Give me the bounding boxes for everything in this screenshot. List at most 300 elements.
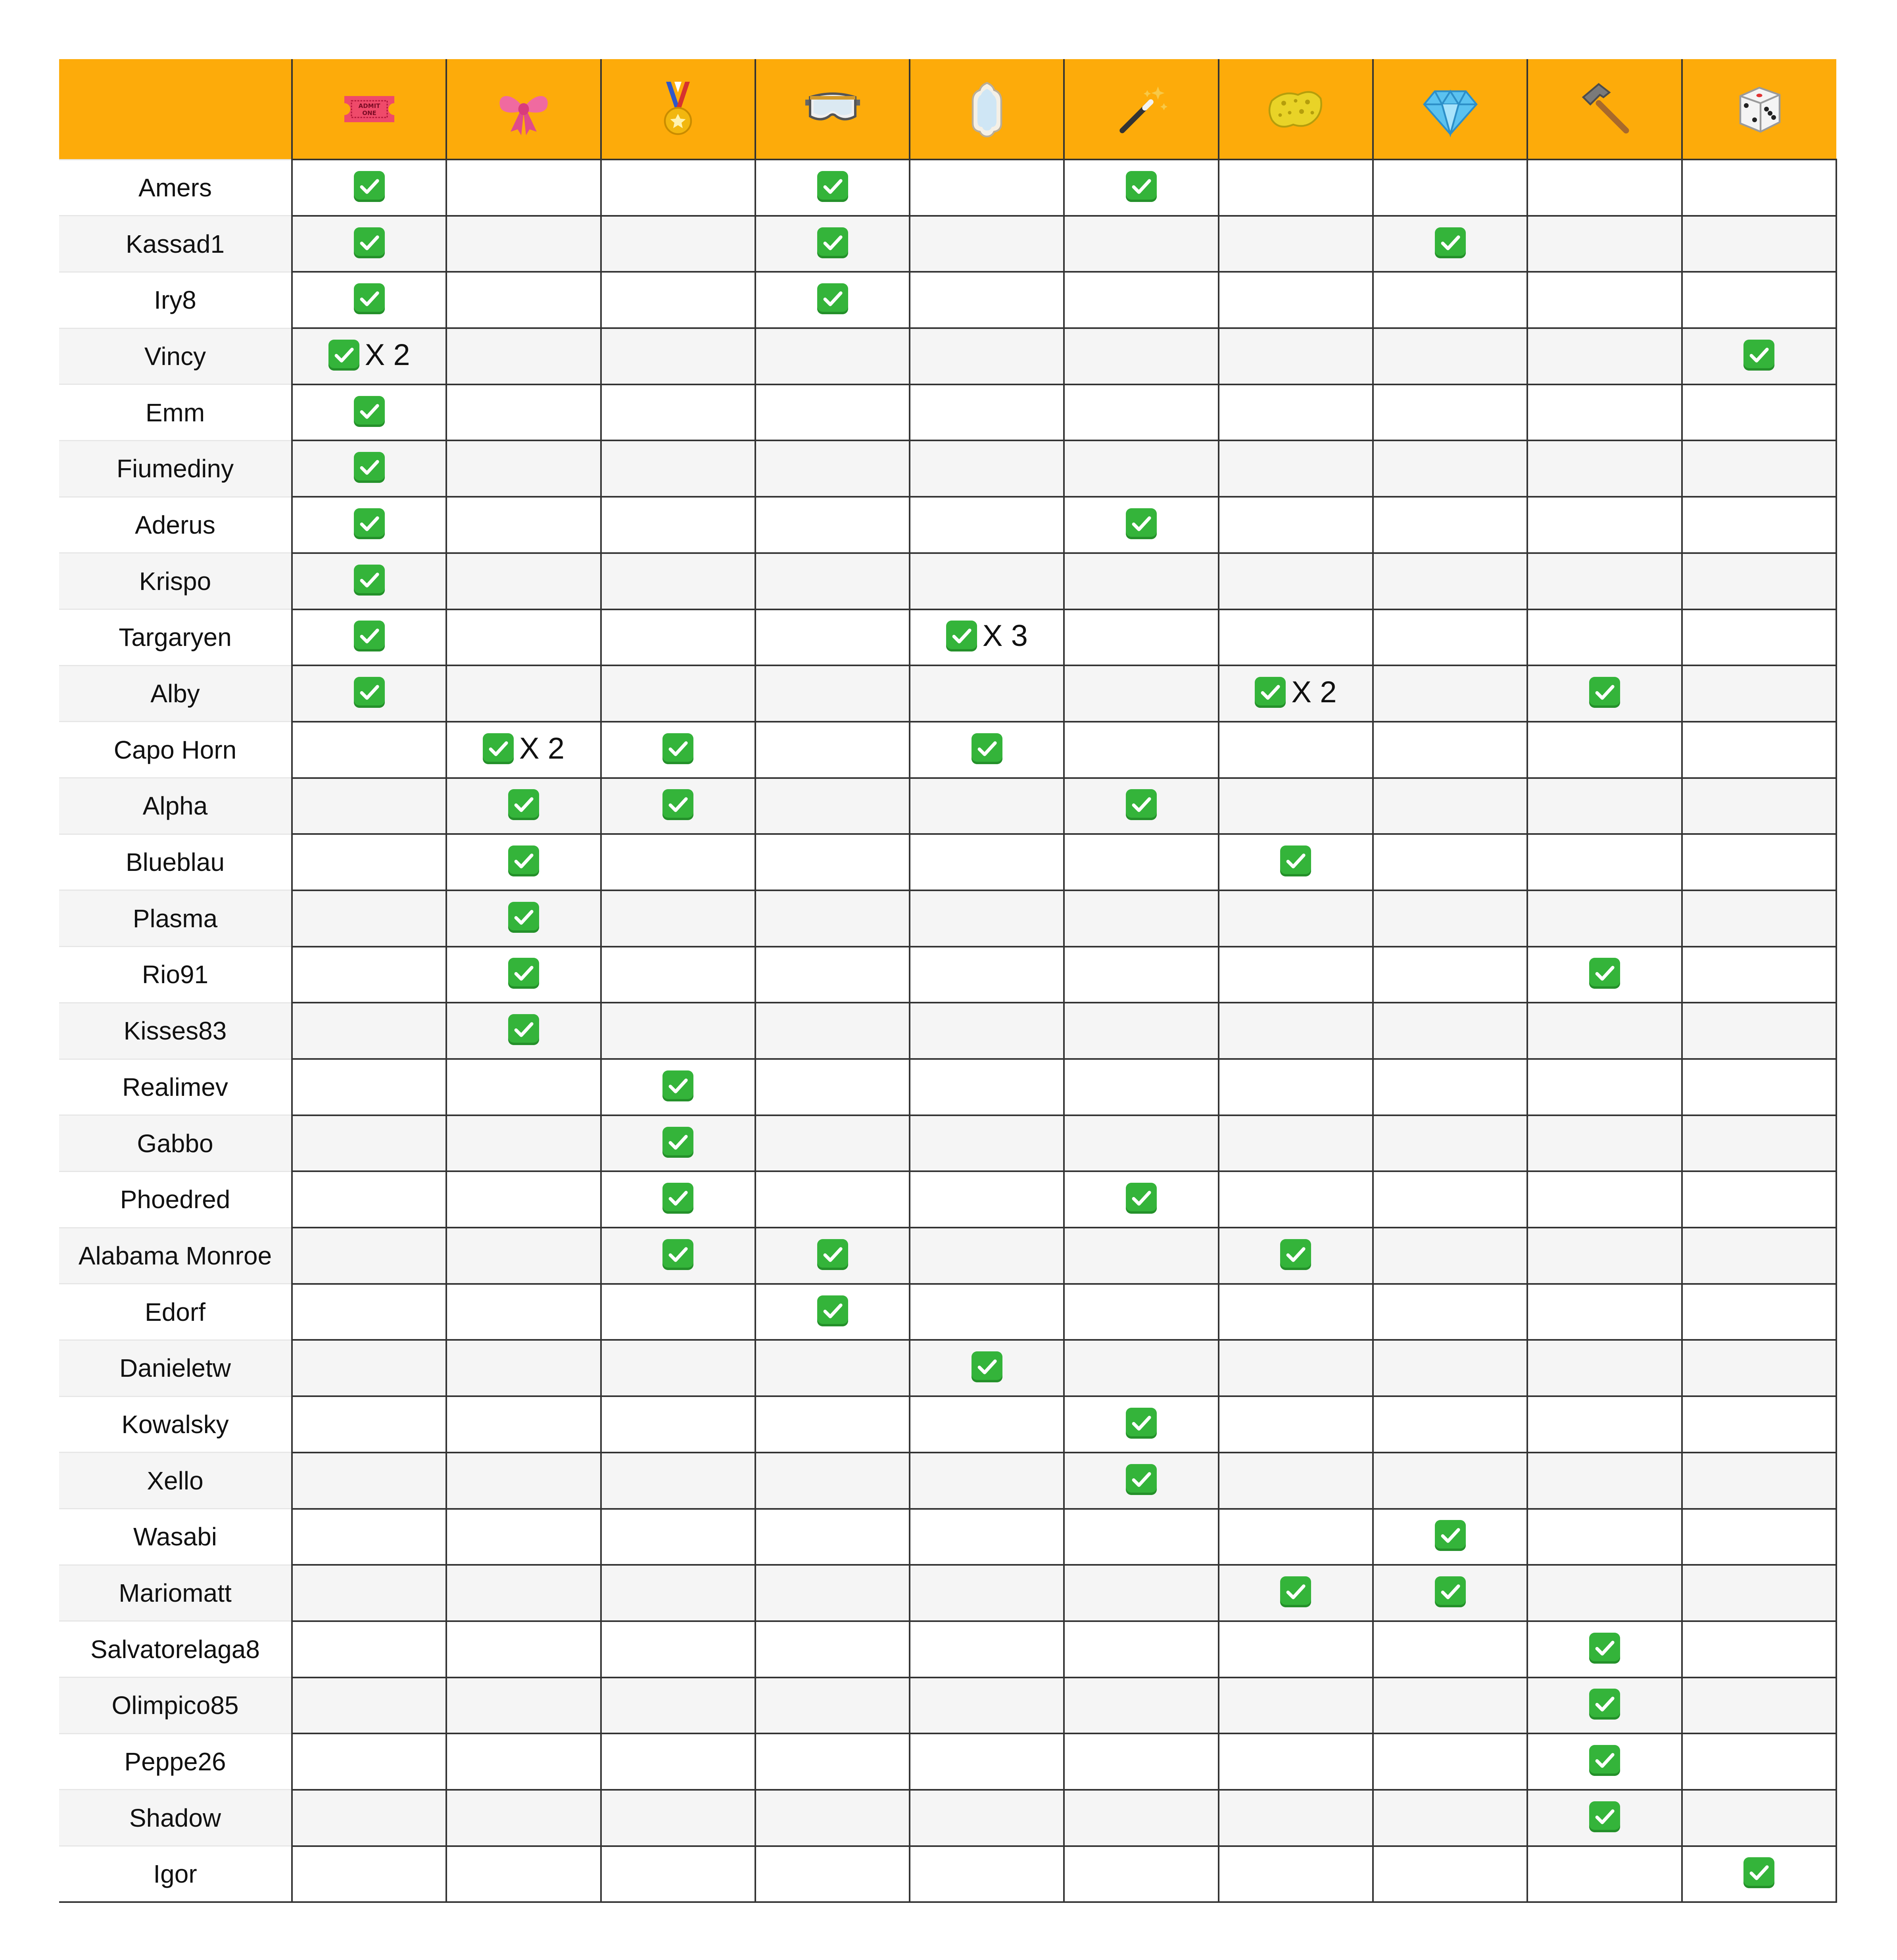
player-name: Targaryen — [59, 609, 292, 666]
mark — [354, 227, 385, 258]
item-cell — [1219, 1621, 1373, 1678]
player-name: Aderus — [59, 497, 292, 553]
item-cell — [601, 1171, 755, 1228]
item-cell — [1064, 328, 1218, 384]
item-cell — [292, 1284, 446, 1340]
item-cell — [755, 272, 910, 328]
item-cell — [1682, 553, 1836, 609]
item-cell — [601, 947, 755, 1003]
item-cell — [910, 384, 1064, 441]
item-cell — [292, 1733, 446, 1790]
item-cell — [1373, 1453, 1527, 1509]
item-cell — [755, 1509, 910, 1565]
item-cell — [1373, 834, 1527, 890]
item-cell — [446, 947, 601, 1003]
item-cell — [292, 328, 446, 384]
item-cell — [755, 722, 910, 778]
item-cell — [601, 1059, 755, 1115]
item-cell — [1527, 1115, 1682, 1172]
item-cell — [1219, 665, 1373, 722]
item-cell — [1064, 1003, 1218, 1059]
mark — [1435, 1520, 1466, 1551]
item-cell — [1064, 1284, 1218, 1340]
item-cell — [1682, 665, 1836, 722]
item-cell — [1373, 609, 1527, 666]
item-cell — [1527, 834, 1682, 890]
item-cell — [1682, 216, 1836, 272]
table-row — [59, 1565, 1836, 1621]
mark — [817, 171, 848, 202]
table-row — [59, 609, 1836, 666]
check-mark-icon — [662, 733, 693, 764]
check-mark-icon — [1280, 1239, 1311, 1270]
table-row — [59, 1059, 1836, 1115]
item-cell — [1373, 1565, 1527, 1621]
item-cell — [601, 497, 755, 553]
item-cell — [1527, 216, 1682, 272]
item-cell — [1219, 1115, 1373, 1172]
item-cell — [292, 778, 446, 834]
item-cell — [910, 1340, 1064, 1396]
mark — [354, 452, 385, 483]
item-cell — [1373, 890, 1527, 947]
item-cell — [910, 440, 1064, 497]
item-cell — [1219, 1284, 1373, 1340]
check-mark-icon — [1589, 958, 1620, 989]
item-cell — [1373, 1171, 1527, 1228]
item-cell — [446, 1171, 601, 1228]
grid — [59, 59, 1837, 1903]
item-cell — [601, 722, 755, 778]
item-cell — [1373, 328, 1527, 384]
mark — [508, 958, 539, 989]
col-head-magic-wand — [1064, 59, 1218, 159]
check-mark-icon — [508, 958, 539, 989]
player-name: Amers — [59, 159, 292, 216]
item-cell — [1682, 1059, 1836, 1115]
item-cell — [1064, 1171, 1218, 1228]
mark — [662, 1070, 693, 1101]
item-cell — [910, 328, 1064, 384]
mark — [1126, 1464, 1157, 1495]
mark-label: X 3 — [982, 619, 1028, 653]
item-cell — [1682, 722, 1836, 778]
player-name: Danieletw — [59, 1340, 292, 1396]
check-mark-icon — [483, 733, 514, 764]
item-cell — [446, 1733, 601, 1790]
col-head-gem — [1373, 59, 1527, 159]
check-mark-icon — [1126, 171, 1157, 202]
item-cell — [910, 1678, 1064, 1734]
player-name: Edorf — [59, 1284, 292, 1340]
item-cell — [1064, 778, 1218, 834]
item-cell — [1064, 272, 1218, 328]
item-cell — [1682, 1115, 1836, 1172]
check-mark-icon — [1126, 1464, 1157, 1495]
mark — [354, 396, 385, 427]
item-cell — [1527, 440, 1682, 497]
item-cell — [446, 778, 601, 834]
item-cell — [1682, 834, 1836, 890]
check-mark-icon — [972, 1351, 1002, 1382]
item-cell — [1219, 1059, 1373, 1115]
item-cell — [1219, 947, 1373, 1003]
item-cell — [601, 609, 755, 666]
item-cell — [292, 440, 446, 497]
col-head-goggles — [755, 59, 910, 159]
item-cell — [1373, 216, 1527, 272]
item-cell — [601, 1115, 755, 1172]
item-cell — [910, 497, 1064, 553]
check-mark-icon — [354, 283, 385, 314]
item-cell — [1682, 1678, 1836, 1734]
check-mark-icon — [508, 789, 539, 820]
item-cell — [910, 216, 1064, 272]
item-cell — [292, 1003, 446, 1059]
item-cell — [1219, 609, 1373, 666]
mark — [662, 733, 693, 764]
item-cell — [1219, 1846, 1373, 1902]
ticket-text-bottom: ONE — [362, 109, 376, 117]
item-cell — [1064, 1228, 1218, 1284]
mark — [1126, 1183, 1157, 1214]
item-cell — [1219, 497, 1373, 553]
col-head-ticket — [292, 59, 446, 159]
item-cell — [755, 1678, 910, 1734]
item-cell — [910, 553, 1064, 609]
item-cell — [1527, 890, 1682, 947]
item-cell — [446, 272, 601, 328]
item-cell — [292, 1565, 446, 1621]
item-cell — [601, 1621, 755, 1678]
item-cell — [1373, 665, 1527, 722]
item-cell — [910, 778, 1064, 834]
item-cell — [292, 1678, 446, 1734]
item-cell — [1219, 890, 1373, 947]
check-mark-icon — [354, 452, 385, 483]
item-cell — [1219, 440, 1373, 497]
item-cell — [910, 834, 1064, 890]
col-head-sponge — [1219, 59, 1373, 159]
check-mark-icon — [1255, 677, 1286, 708]
table-row — [59, 722, 1836, 778]
item-cell — [1527, 722, 1682, 778]
player-name: Alby — [59, 665, 292, 722]
mark — [1126, 508, 1157, 539]
player-name: Kassad1 — [59, 216, 292, 272]
player-name: Shadow — [59, 1790, 292, 1846]
mark — [817, 283, 848, 314]
check-mark-icon — [1589, 1745, 1620, 1776]
mark — [508, 1014, 539, 1045]
item-cell — [292, 665, 446, 722]
check-mark-icon — [817, 283, 848, 314]
item-cell — [1373, 553, 1527, 609]
magic-wand-icon — [1112, 79, 1171, 139]
item-cell — [1373, 1621, 1527, 1678]
item-cell — [1064, 1396, 1218, 1453]
table-row — [59, 947, 1836, 1003]
item-cell — [1682, 1003, 1836, 1059]
table-row — [59, 1733, 1836, 1790]
mark — [946, 621, 1028, 651]
item-cell — [1064, 1565, 1218, 1621]
player-name: Emm — [59, 384, 292, 441]
item-cell — [446, 1396, 601, 1453]
medal-icon — [648, 79, 708, 139]
item-cell — [1682, 1733, 1836, 1790]
item-cell — [755, 1621, 910, 1678]
item-cell — [1219, 553, 1373, 609]
item-cell — [755, 609, 910, 666]
table-row — [59, 1453, 1836, 1509]
item-cell — [1064, 384, 1218, 441]
mark — [354, 677, 385, 708]
item-cell — [601, 834, 755, 890]
item-cell — [446, 1453, 601, 1509]
item-cell — [292, 1790, 446, 1846]
hammer-icon — [1575, 79, 1634, 139]
item-cell — [1064, 1340, 1218, 1396]
check-mark-icon — [508, 1014, 539, 1045]
item-cell — [1064, 553, 1218, 609]
item-cell — [446, 553, 601, 609]
item-cell — [1219, 1678, 1373, 1734]
col-head-medal — [601, 59, 755, 159]
item-cell — [1527, 328, 1682, 384]
item-cell — [446, 890, 601, 947]
item-cell — [1219, 1509, 1373, 1565]
table-row — [59, 665, 1836, 722]
item-cell — [755, 384, 910, 441]
mark — [354, 171, 385, 202]
check-mark-icon — [817, 227, 848, 258]
item-cell — [1527, 384, 1682, 441]
item-cell — [292, 890, 446, 947]
item-cell — [601, 216, 755, 272]
item-cell — [292, 1509, 446, 1565]
item-cell — [601, 890, 755, 947]
item-cell — [1527, 497, 1682, 553]
item-cell — [601, 440, 755, 497]
item-cell — [1373, 1228, 1527, 1284]
item-cell — [1219, 834, 1373, 890]
item-cell — [1219, 1565, 1373, 1621]
item-cell — [910, 1171, 1064, 1228]
item-cell — [1682, 328, 1836, 384]
table-row — [59, 440, 1836, 497]
item-cell — [601, 272, 755, 328]
item-cell — [446, 834, 601, 890]
item-cell — [1527, 1059, 1682, 1115]
item-cell — [446, 384, 601, 441]
player-name: Mariomatt — [59, 1565, 292, 1621]
mark — [817, 1295, 848, 1326]
item-cell — [601, 665, 755, 722]
item-cell — [910, 159, 1064, 216]
player-name: Phoedred — [59, 1171, 292, 1228]
item-cell — [910, 1733, 1064, 1790]
table-row — [59, 159, 1836, 216]
item-cell — [446, 1284, 601, 1340]
header-row — [59, 59, 1836, 159]
item-cell — [292, 1846, 446, 1902]
item-cell — [910, 1790, 1064, 1846]
item-cell — [446, 328, 601, 384]
check-mark-icon — [662, 1183, 693, 1214]
item-cell — [1527, 1228, 1682, 1284]
table-row — [59, 1284, 1836, 1340]
item-cell — [1527, 665, 1682, 722]
mark — [1589, 1689, 1620, 1720]
item-cell — [601, 1340, 755, 1396]
item-cell — [1527, 1621, 1682, 1678]
item-cell — [755, 1396, 910, 1453]
mark — [508, 845, 539, 876]
col-head-die — [1682, 59, 1836, 159]
check-mark-icon — [354, 677, 385, 708]
mark — [1589, 958, 1620, 989]
mark-label: X 2 — [519, 731, 564, 765]
item-cell — [446, 1340, 601, 1396]
check-mark-icon — [817, 1295, 848, 1326]
player-name: Capo Horn — [59, 722, 292, 778]
player-name: Fiumediny — [59, 440, 292, 497]
item-cell — [601, 1003, 755, 1059]
item-cell — [1373, 778, 1527, 834]
item-cell — [601, 1453, 755, 1509]
player-name: Plasma — [59, 890, 292, 947]
item-cell — [1064, 1678, 1218, 1734]
item-cell — [292, 272, 446, 328]
item-cell — [446, 159, 601, 216]
mark — [508, 902, 539, 933]
item-cell — [910, 1115, 1064, 1172]
item-cell — [1373, 1509, 1527, 1565]
item-cell — [1682, 1396, 1836, 1453]
table-row — [59, 1171, 1836, 1228]
item-cell — [292, 609, 446, 666]
item-cell — [755, 1846, 910, 1902]
item-cell — [1373, 272, 1527, 328]
item-cell — [1373, 1790, 1527, 1846]
player-name: Kisses83 — [59, 1003, 292, 1059]
item-cell — [755, 834, 910, 890]
item-cell — [1064, 1509, 1218, 1565]
item-cell — [446, 1790, 601, 1846]
table-row — [59, 328, 1836, 384]
table-row — [59, 1621, 1836, 1678]
mark-label: X 2 — [365, 338, 410, 372]
item-cell — [910, 947, 1064, 1003]
mark — [354, 565, 385, 596]
check-mark-icon — [1435, 1576, 1466, 1607]
item-cell — [910, 1228, 1064, 1284]
item-cell — [1682, 1284, 1836, 1340]
mark — [1589, 677, 1620, 708]
item-cell — [292, 1228, 446, 1284]
item-cell — [446, 1678, 601, 1734]
item-cell — [292, 834, 446, 890]
item-cell — [1527, 1733, 1682, 1790]
mark — [1435, 227, 1466, 258]
check-mark-icon — [1743, 1857, 1774, 1888]
gem-icon — [1421, 79, 1480, 139]
check-mark-icon — [328, 340, 359, 371]
check-mark-icon — [1126, 508, 1157, 539]
check-mark-icon — [662, 1239, 693, 1270]
check-mark-icon — [1743, 340, 1774, 371]
mark — [662, 1183, 693, 1214]
item-cell — [601, 1284, 755, 1340]
item-cell — [446, 1846, 601, 1902]
item-cell — [1373, 159, 1527, 216]
item-cell — [1373, 384, 1527, 441]
check-mark-icon — [354, 565, 385, 596]
mark — [1280, 1239, 1311, 1270]
item-cell — [292, 159, 446, 216]
item-cell — [1527, 947, 1682, 1003]
item-cell — [601, 778, 755, 834]
item-cell — [446, 1621, 601, 1678]
item-cell — [910, 722, 1064, 778]
item-cell — [446, 1565, 601, 1621]
item-cell — [1219, 722, 1373, 778]
player-name: Realimev — [59, 1059, 292, 1115]
mark — [662, 789, 693, 820]
mark — [1126, 789, 1157, 820]
item-cell — [1682, 1171, 1836, 1228]
mark — [817, 227, 848, 258]
check-mark-icon — [1589, 1689, 1620, 1720]
item-cell — [1219, 159, 1373, 216]
mark — [328, 340, 410, 371]
item-cell — [1527, 1678, 1682, 1734]
mark — [1589, 1633, 1620, 1664]
table-row — [59, 778, 1836, 834]
table-row — [59, 834, 1836, 890]
check-mark-icon — [1280, 845, 1311, 876]
player-name: Vincy — [59, 328, 292, 384]
item-cell — [755, 1059, 910, 1115]
table-row — [59, 1003, 1836, 1059]
item-cell — [1527, 1003, 1682, 1059]
item-cell — [910, 609, 1064, 666]
item-cell — [1527, 1284, 1682, 1340]
item-cell — [910, 1621, 1064, 1678]
player-name: Blueblau — [59, 834, 292, 890]
item-cell — [1682, 778, 1836, 834]
item-cell — [1527, 1171, 1682, 1228]
table-row — [59, 1340, 1836, 1396]
item-cell — [292, 384, 446, 441]
player-name: Olimpico85 — [59, 1678, 292, 1734]
item-cell — [1219, 778, 1373, 834]
item-cell — [1527, 1396, 1682, 1453]
col-head-hammer — [1527, 59, 1682, 159]
item-cell — [1219, 1396, 1373, 1453]
item-cell — [1373, 1678, 1527, 1734]
item-cell — [1682, 1340, 1836, 1396]
check-mark-icon — [946, 621, 977, 651]
item-cell — [1527, 1846, 1682, 1902]
player-name: Krispo — [59, 553, 292, 609]
item-cell — [601, 159, 755, 216]
table-row — [59, 1790, 1836, 1846]
item-cell — [755, 947, 910, 1003]
check-mark-icon — [817, 1239, 848, 1270]
item-cell — [1682, 384, 1836, 441]
